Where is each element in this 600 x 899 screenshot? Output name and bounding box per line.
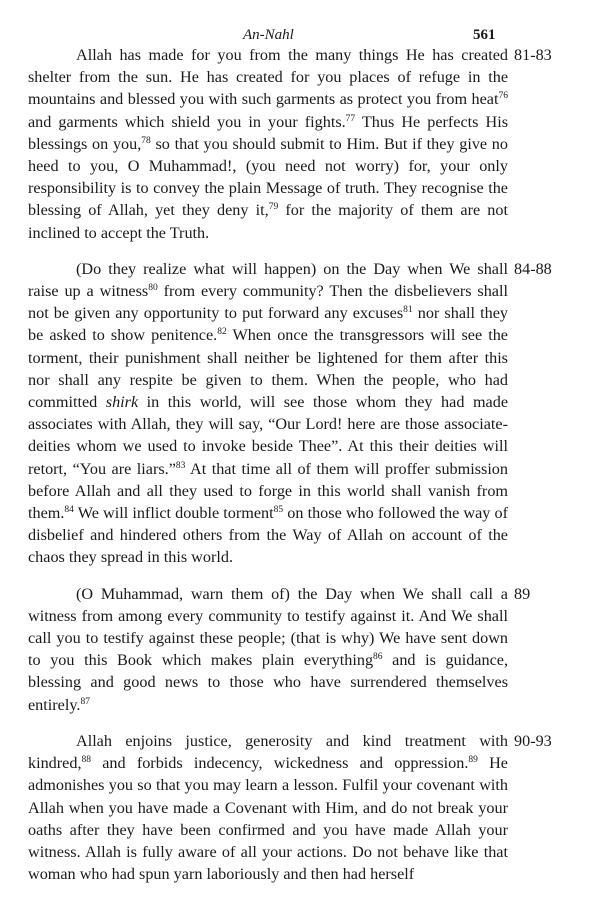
paragraph: Allah enjoins justice, generosity and kind treatment with kindred,$^{88}$ and forbids indecency, wickedness and oppression.$^{89}$ He admonishes you so that you may learn a lesson. Fulfil your covenant with Allah when you have made a Covenant with Him, and do not break your oaths after they have been confirmed and you have made Allah your witness. Allah is fully aware of all your actions. Do not behave like that woman who had spun yarn laboriously and then had herself xyxy=(28,731,508,884)
verse-section-84-88 xyxy=(28,258,552,569)
running-title: An-Nahl xyxy=(243,27,294,43)
footnote-marker: 86 xyxy=(373,652,383,663)
verse-reference: 90-93 xyxy=(514,731,552,750)
paragraph: Allah has made for you from the many things He has created shelter from the sun. He has created for you places of refuge in the mountains and blessed you with such garments as protect you from heat$^{76}$ and garments which shield you in your fights.$^{77}$ Thus He perfects His blessings on you,$^{78}$ so that you should submit to Him. But if they give no heed to you, O Muhammad!, (you need not worry) for, your only responsibility is to convey the plain Message of truth. They recognise the blessing of Allah, yet they deny it,$^{79}$ for the majority of them are not inclined to accept the Truth. xyxy=(28,46,508,242)
page-number: 561 xyxy=(473,27,496,43)
verse-section-90-93 xyxy=(28,730,552,885)
footnote-marker: 85 xyxy=(273,505,284,516)
footnote-marker: 78 xyxy=(141,135,151,146)
verse-section-81-83 xyxy=(28,44,552,244)
footnote-marker: 76 xyxy=(498,91,508,102)
verse-reference: 84-88 xyxy=(514,259,552,278)
paragraph: (Do they realize what will happen) on the Day when We shall raise up a witness$^{80}$ from every community? Then the disbelievers shall not be given any opportunity to put forward any excuses$^{81}$ nor shall they be asked to show penitence.$^{82}$ When once the transgressors will see the torment, their punishment shall neither be lightened for them after this nor shall any respite be given to them. When the people, who had committed shirk in this world, will see those whom they had made associates with Allah, they will say, “Our Lord! here are those associate-deities whom we used to invoke beside Thee”. At this their deities will retort, “You are liars.”$^{83}$ At that time all of them will proffer submission before Allah and all they used to forge in this world shall vanish from them.$^{84}$ We will inflict double torment$^{85}$ on those who followed the way of disbelief and hindered others from the Way of Allah on account of the chaos they spread in this world. xyxy=(28,259,509,567)
page-body xyxy=(28,44,552,899)
footnote-marker: 89 xyxy=(468,755,478,766)
footnote-marker: 87 xyxy=(80,696,90,707)
footnote-marker: 83 xyxy=(175,460,186,471)
footnote-marker: 84 xyxy=(64,505,74,516)
italic-term: shirk xyxy=(105,393,139,412)
footnote-marker: 82 xyxy=(217,327,227,338)
footnote-marker: 80 xyxy=(148,283,158,294)
footnote-marker: 77 xyxy=(345,113,356,124)
verse-section-89 xyxy=(28,583,531,716)
verse-reference: 81-83 xyxy=(514,46,552,64)
footnote-marker: 81 xyxy=(403,305,413,316)
footnote-marker: 88 xyxy=(81,755,91,766)
verse-reference: 89 xyxy=(514,584,531,603)
paragraph: (O Muhammad, warn them of) the Day when We shall call a witness from among every community to testify against it. And We shall call you to testify against these people; (that is why) We have sent down to you this Book which makes plain everything$^{86}$ and is guidance, blessing and good news to those who have surrendered themselves entirely.$^{87}$ xyxy=(28,584,508,714)
footnote-marker: 79 xyxy=(268,202,279,213)
